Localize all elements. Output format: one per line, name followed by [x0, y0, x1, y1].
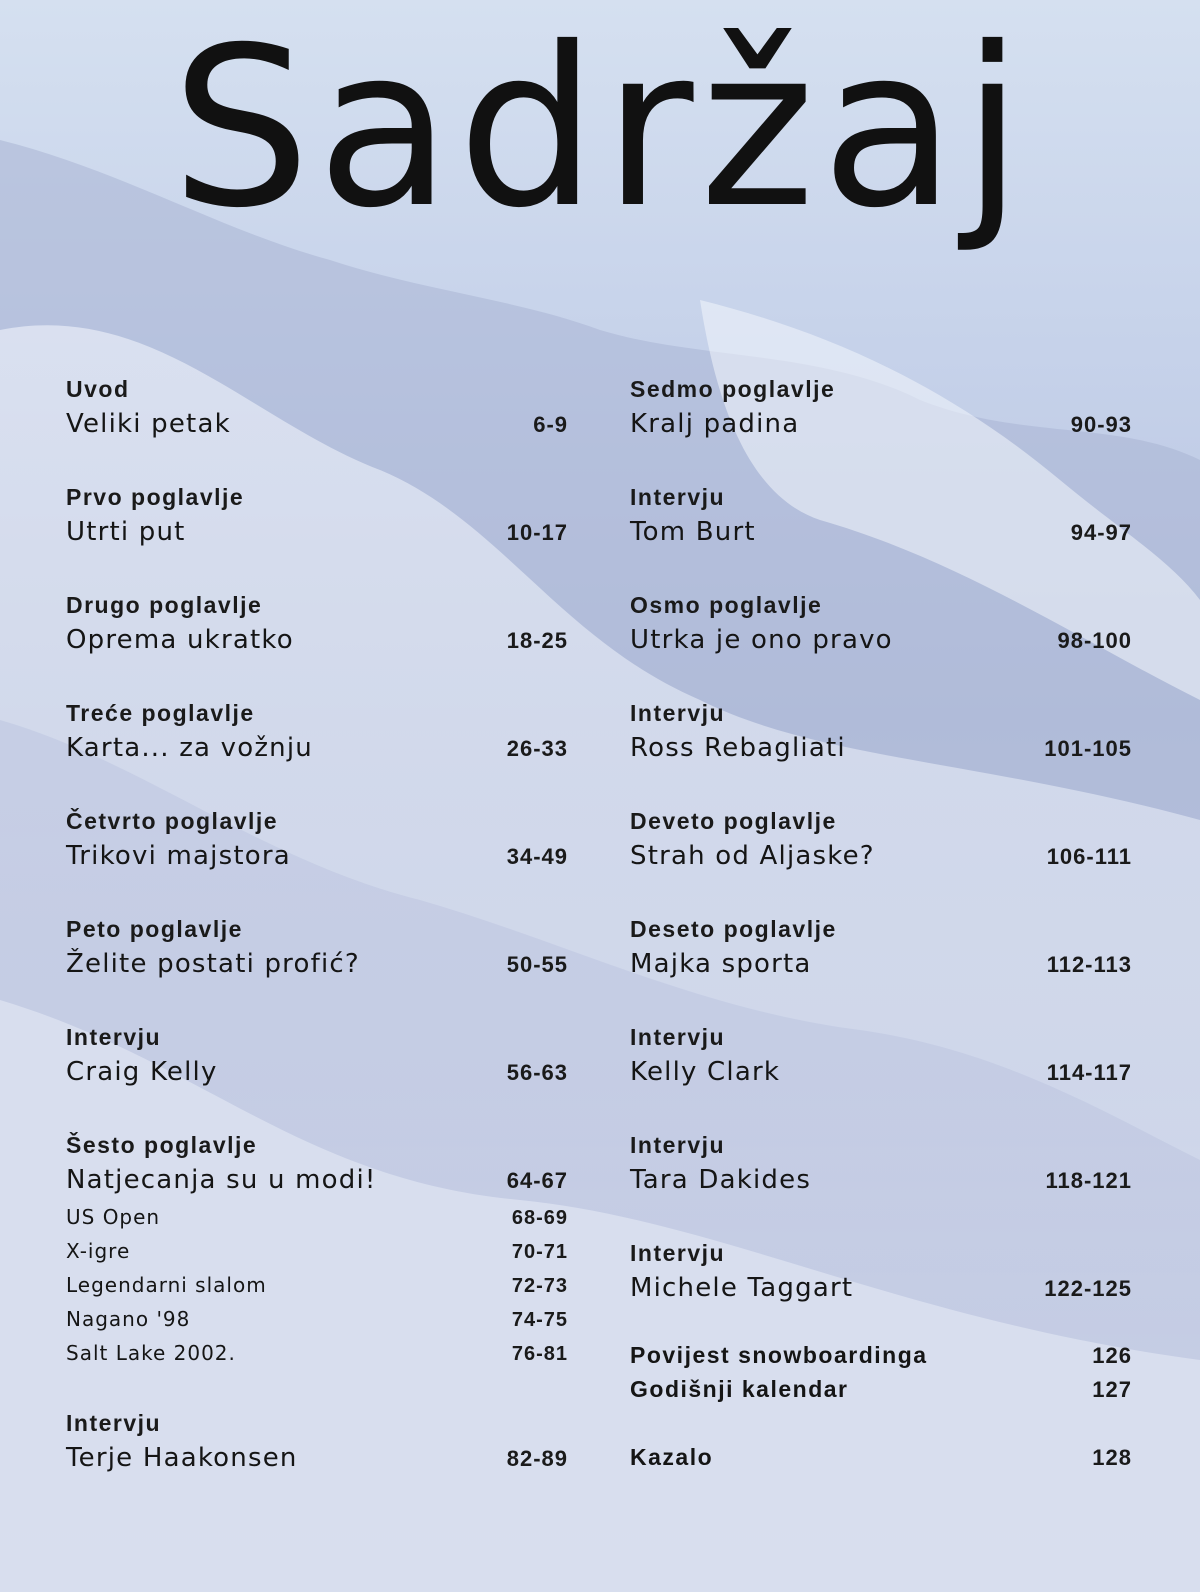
toc-section-heading: Intervju	[66, 1024, 162, 1050]
toc-row[interactable]	[630, 620, 1132, 660]
toc-page-range: 106-111	[1046, 844, 1132, 869]
toc-section-heading: Peto poglavlje	[66, 916, 243, 942]
toc-section-heading: Deveto poglavlje	[630, 808, 837, 834]
toc-subitem-title: Legendarni slalom	[66, 1273, 267, 1297]
toc-entry	[630, 1022, 1132, 1092]
toc-row[interactable]	[66, 836, 568, 876]
toc-page-range: 127	[1092, 1377, 1132, 1402]
toc-entry	[66, 590, 568, 660]
toc-page-range: 34-49	[506, 844, 568, 869]
toc-entry	[66, 1408, 568, 1478]
toc-subrow[interactable]	[66, 1234, 568, 1268]
toc-item-title: Želite postati profić?	[66, 949, 360, 979]
toc-item-title: Karta... za vožnju	[66, 733, 313, 763]
toc-row-calendar[interactable]	[630, 1372, 1132, 1406]
toc-row[interactable]	[66, 404, 568, 444]
toc-section-heading: Intervju	[630, 1240, 726, 1266]
toc-item-title: Povijest snowboardinga	[630, 1342, 928, 1368]
toc-subitem-title: Salt Lake 2002.	[66, 1341, 236, 1365]
toc-section-heading: Intervju	[630, 1024, 726, 1050]
toc-item-title: Kralj padina	[630, 409, 800, 439]
toc-entry	[66, 1022, 568, 1092]
toc-section-heading: Sedmo poglavlje	[630, 376, 836, 402]
toc-section-heading: Intervju	[630, 1132, 726, 1158]
toc-entry	[66, 698, 568, 768]
toc-page-range: 118-121	[1045, 1168, 1132, 1193]
toc-section-heading: Osmo poglavlje	[630, 592, 823, 618]
toc-row[interactable]	[630, 1160, 1132, 1200]
toc-subrow[interactable]	[66, 1336, 568, 1370]
toc-item-title: Craig Kelly	[66, 1057, 218, 1087]
page-title: Sadržaj	[171, 0, 1029, 256]
toc-item-title: Utrka je ono pravo	[630, 625, 893, 655]
toc-section-heading: Intervju	[66, 1410, 162, 1436]
toc-section-heading: Treće poglavlje	[66, 700, 255, 726]
toc-section-heading: Prvo poglavlje	[66, 484, 245, 510]
toc-item-title: Ross Rebagliati	[630, 733, 846, 763]
toc-section-heading: Četvrto poglavlje	[66, 808, 279, 834]
toc-page-range: 56-63	[506, 1060, 568, 1085]
toc-page-range: 26-33	[506, 736, 568, 761]
toc-extra-entry	[630, 1440, 1132, 1474]
toc-page-range: 101-105	[1044, 736, 1132, 761]
toc-page-range: 94-97	[1070, 520, 1132, 545]
toc-entry	[66, 1130, 568, 1370]
toc-item-title: Utrti put	[66, 517, 186, 547]
toc-left-column	[66, 374, 568, 1478]
toc-entry	[66, 914, 568, 984]
toc-page-range: 68-69	[511, 1207, 568, 1229]
toc-item-title: Trikovi majstora	[66, 841, 291, 871]
toc-item-title: Kelly Clark	[630, 1057, 781, 1087]
toc-entry	[66, 806, 568, 876]
toc-row[interactable]	[630, 728, 1132, 768]
toc-page-range: 74-75	[511, 1309, 568, 1331]
toc-entry	[630, 1238, 1132, 1308]
toc-row[interactable]	[66, 728, 568, 768]
toc-row[interactable]	[66, 512, 568, 552]
toc-page-range: 10-17	[506, 520, 568, 545]
toc-row[interactable]	[630, 836, 1132, 876]
toc-page-range: 128	[1092, 1445, 1132, 1470]
toc-entry	[66, 482, 568, 552]
toc-row[interactable]	[630, 404, 1132, 444]
toc-extra-entry	[630, 1372, 1132, 1406]
toc-page-range: 114-117	[1046, 1060, 1132, 1085]
toc-item-title: Tara Dakides	[630, 1165, 812, 1195]
toc-page-range: 6-9	[533, 412, 568, 437]
toc-subrow[interactable]	[66, 1200, 568, 1234]
toc-item-title: Kazalo	[630, 1444, 714, 1470]
toc-item-title: Terje Haakonsen	[66, 1443, 298, 1473]
toc-entry	[66, 374, 568, 444]
toc-subitem-title: Nagano '98	[66, 1307, 191, 1331]
toc-entry	[630, 374, 1132, 444]
toc-row[interactable]	[66, 1438, 568, 1478]
toc-page-range: 50-55	[506, 952, 568, 977]
toc-item-title: Veliki petak	[66, 409, 231, 439]
toc-row[interactable]	[66, 620, 568, 660]
toc-right-column	[630, 374, 1132, 1474]
toc-item-title: Godišnji kalendar	[630, 1376, 849, 1402]
toc-extra-entry	[630, 1338, 1132, 1372]
toc-page-range: 72-73	[511, 1275, 568, 1297]
toc-page-range: 98-100	[1057, 628, 1132, 653]
toc-page-range: 112-113	[1046, 952, 1132, 977]
toc-entry	[630, 806, 1132, 876]
toc-subrow[interactable]	[66, 1268, 568, 1302]
toc-section-heading: Deseto poglavlje	[630, 916, 837, 942]
toc-page-range: 122-125	[1044, 1276, 1132, 1301]
toc-row-index[interactable]	[630, 1440, 1132, 1474]
toc-section-heading: Šesto poglavlje	[66, 1132, 258, 1158]
toc-row[interactable]	[630, 944, 1132, 984]
toc-row-history[interactable]	[630, 1338, 1132, 1372]
toc-page-range: 82-89	[506, 1446, 568, 1471]
toc-section-heading: Drugo poglavlje	[66, 592, 263, 618]
toc-item-title: Oprema ukratko	[66, 625, 294, 655]
toc-page-range: 18-25	[506, 628, 568, 653]
toc-row[interactable]	[630, 1052, 1132, 1092]
toc-subitem-title: US Open	[66, 1205, 161, 1229]
toc-row[interactable]	[66, 1052, 568, 1092]
toc-page-range: 90-93	[1070, 412, 1132, 437]
toc-item-title: Majka sporta	[630, 949, 812, 979]
toc-entry	[630, 590, 1132, 660]
toc-subrow[interactable]	[66, 1302, 568, 1336]
toc-row[interactable]	[66, 1160, 568, 1200]
toc-entry	[630, 698, 1132, 768]
toc-item-title: Michele Taggart	[630, 1273, 854, 1303]
toc-page-range: 126	[1092, 1343, 1132, 1368]
toc-row[interactable]	[630, 1268, 1132, 1308]
toc-entry	[630, 1130, 1132, 1200]
toc-section-heading: Intervju	[630, 700, 726, 726]
toc-entry	[630, 482, 1132, 552]
toc-entry	[630, 914, 1132, 984]
toc-subitem-title: X-igre	[66, 1239, 131, 1263]
toc-page-range: 70-71	[511, 1241, 568, 1263]
toc-section-heading: Intervju	[630, 484, 726, 510]
toc-row[interactable]	[66, 944, 568, 984]
toc-item-title: Strah od Aljaske?	[630, 841, 875, 871]
toc-section-heading: Uvod	[66, 376, 130, 402]
toc-page-range: 76-81	[511, 1343, 568, 1365]
toc-row[interactable]	[630, 512, 1132, 552]
toc-page-range: 64-67	[506, 1168, 568, 1193]
toc-item-title: Natjecanja su u modi!	[66, 1165, 377, 1195]
toc-item-title: Tom Burt	[630, 517, 756, 547]
